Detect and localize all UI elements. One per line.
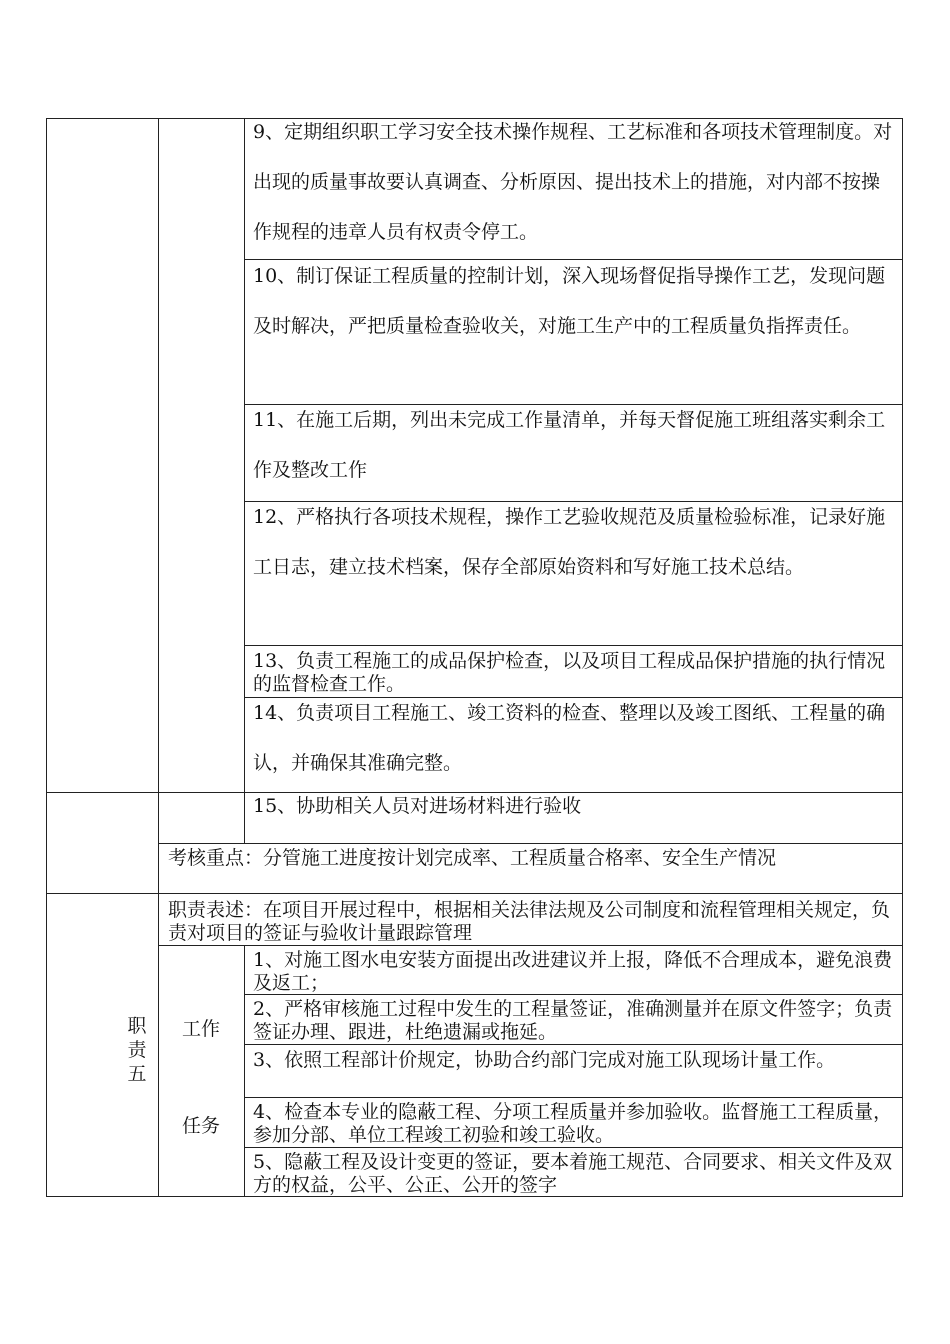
row-divider bbox=[244, 1147, 903, 1148]
row-divider bbox=[244, 1044, 903, 1045]
duty5-task-1: 1、对施工图水电安装方面提出改进建议并上报，降低不合理成本，避免浪费及返工； bbox=[253, 949, 893, 994]
row-divider bbox=[158, 945, 903, 946]
assessment-focus: 考核重点：分管施工进度按计划完成率、工程质量合格率、安全生产情况 bbox=[168, 847, 777, 869]
duty5-task-2: 2、严格审核施工过程中发生的工程量签证，准确测量并在原文件签字；负责签证办理、跟进，杜绝遗漏或拖延。 bbox=[253, 998, 893, 1043]
duty5-label-char: 责 bbox=[127, 1039, 147, 1061]
row-divider bbox=[158, 843, 903, 844]
table-border-left bbox=[46, 118, 47, 1197]
row-divider bbox=[244, 645, 903, 646]
row-divider bbox=[46, 792, 903, 793]
row-divider bbox=[46, 893, 903, 894]
duty5-task-4: 4、检查本专业的隐蔽工程、分项工程质量并参加验收。监督施工工程质量，参加分部、单位工程竣工初验和竣工验收。 bbox=[253, 1101, 893, 1146]
responsibility-item-10: 10、制订保证工程质量的控制计划，深入现场督促指导操作工艺，发现问题及时解决，严把质量检查验收关，对施工生产中的工程质量负指挥责任。 bbox=[253, 265, 886, 337]
responsibility-item-12: 12、严格执行各项技术规程，操作工艺验收规范及质量检验标准，记录好施工日志，建立技术档案，保存全部原始资料和写好施工技术总结。 bbox=[253, 506, 886, 578]
col-divider-2-bottom bbox=[244, 945, 245, 1197]
responsibility-item-11: 11、在施工后期，列出未完成工作量清单，并每天督促施工班组落实剩余工作及整改工作 bbox=[253, 409, 886, 481]
table-border-right bbox=[902, 118, 903, 1197]
responsibility-item-15: 15、协助相关人员对进场材料进行验收 bbox=[253, 795, 582, 817]
duty5-task-3: 3、依照工程部计价规定，协助合约部门完成对施工队现场计量工作。 bbox=[253, 1049, 836, 1071]
duty5-label-char: 五 bbox=[127, 1063, 147, 1085]
responsibility-item-13: 13、负责工程施工的成品保护检查，以及项目工程成品保护措施的执行情况的监督检查工作。 bbox=[253, 650, 886, 695]
work-label: 工作 bbox=[181, 1018, 220, 1040]
row-divider bbox=[244, 1097, 903, 1098]
col-divider-2-top bbox=[244, 118, 245, 844]
task-label: 任务 bbox=[181, 1115, 220, 1137]
duty5-task-5: 5、隐蔽工程及设计变更的签证，要本着施工规范、合同要求、相关文件及双方的权益，公平、公正、公开的签字 bbox=[253, 1151, 893, 1196]
col-divider-1 bbox=[158, 118, 159, 1197]
duty5-label bbox=[120, 1014, 154, 1086]
duty5-description: 职责表述：在项目开展过程中，根据相关法律法规及公司制度和流程管理相关规定，负责对项目的签证与验收计量跟踪管理 bbox=[168, 899, 891, 944]
responsibility-item-14: 14、负责项目工程施工、竣工资料的检查、整理以及竣工图纸、工程量的确认，并确保其准确完整。 bbox=[253, 702, 886, 774]
responsibility-item-9: 9、定期组织职工学习安全技术操作规程、工艺标准和各项技术管理制度。对出现的质量事故要认真调查、分析原因、提出技术上的措施，对内部不按操作规程的违章人员有权责令停工。 bbox=[253, 121, 893, 243]
duty5-label-char: 职 bbox=[127, 1015, 147, 1037]
